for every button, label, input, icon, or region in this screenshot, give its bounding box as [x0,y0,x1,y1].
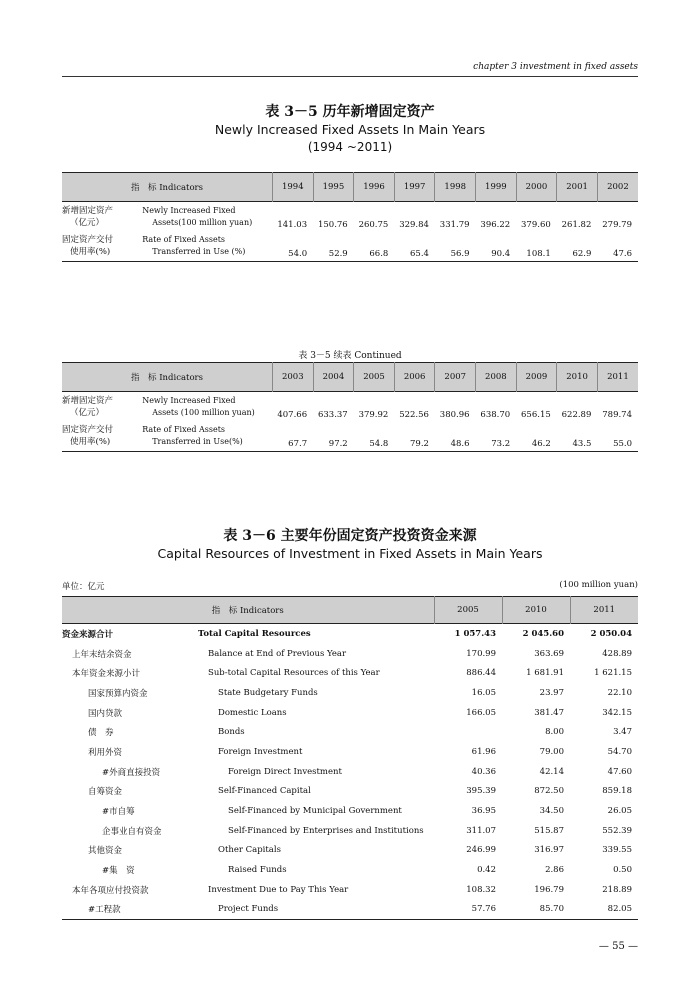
cell-value: 54.8 [354,422,395,452]
cell-value: 85.70 [502,900,570,920]
indicator-cn-line1: 新增固定资产 [62,395,114,406]
cell-value: 638.70 [480,409,511,420]
table-row [62,392,638,422]
indicator-cn-line2: 使用率(%) [70,247,111,258]
cell-value: 886.44 [466,668,496,679]
year-header: 1998 [435,173,476,202]
table35c-title: 表 3－5 续表 Continued [298,351,402,361]
cell-value: 1 057.43 [454,628,496,639]
header-rule [62,76,638,77]
year-header: 2002 [597,173,638,202]
indicator-cn-line1: 固定资产交付 [62,425,114,436]
indicator-cn-line2: 使用率(%) [70,437,111,448]
year-header: 1997 [394,173,435,202]
table35-title-en: Newly Increased Fixed Assets In Main Years [214,122,486,137]
cell-value: 329.84 [399,219,429,230]
cell-value: 56.9 [435,232,476,262]
cell-value: 311.07 [466,825,496,836]
page-number: — 55 — [598,941,638,952]
cell-value: 54.0 [273,232,314,262]
table-row [62,841,638,861]
year-header: 2010 [557,363,598,392]
indicator-en: Investment Due to Pay This Year [208,884,349,895]
indicator-en: Sub-total Capital Resources of this Year [208,668,380,679]
year-header: 2010 [502,597,570,624]
cell-value: 407.66 [277,409,308,420]
year-header: 2000 [516,173,557,202]
year-header: 2001 [557,173,598,202]
year-header: 2005 [354,363,395,392]
cell-value: 515.87 [534,825,564,836]
indicator-en-line2: Transferred in Use (%) [152,247,246,257]
cell-value: 23.97 [539,687,564,698]
indicator-cn-line2: （亿元） [70,407,105,418]
cell-value: 79.2 [394,422,435,452]
cell-value: 622.89 [561,409,592,420]
indicator-cn: 企事业自有资金 [102,826,162,837]
header-indicators: 指 标 Indicators [62,363,273,392]
table-row [62,663,638,683]
table-row [62,821,638,841]
cell-value: 859.18 [602,786,632,797]
indicator-en-line1: Newly Increased Fixed [142,205,236,215]
indicator-cn: 利用外资 [88,747,123,758]
cell-value: 48.6 [435,422,476,452]
cell-value: 1 621.15 [594,668,632,679]
indicator-cn: 国内贷款 [88,708,123,719]
indicator-cn-line2: （亿元） [70,217,105,228]
indicator-cn: 国家预算内资金 [88,688,148,699]
cell-value: 872.50 [534,786,564,797]
cell-value: 2 045.60 [522,628,564,639]
cell-value: 656.15 [521,409,551,420]
year-header: 1996 [354,173,395,202]
indicator-en-line2: Assets (100 million yuan) [152,407,255,417]
indicator-en-line2: Transferred in Use(%) [152,437,243,447]
table-row [62,232,638,262]
cell-value: 62.9 [557,232,598,262]
year-header: 2006 [394,363,435,392]
cell-value: 2 050.04 [590,628,632,639]
cell-value: 55.0 [597,422,638,452]
table-row [62,722,638,742]
header-indicators: 指 标 Indicators [62,597,434,624]
indicator-cn: 资金来源合计 [62,629,114,640]
indicator-en: Raised Funds [228,865,287,876]
table36-body [62,624,638,920]
indicator-cn [62,202,142,232]
indicator-en-line1: Rate of Fixed Assets [142,425,226,435]
cell-value: 260.75 [358,219,389,230]
indicator-cn-line1: 固定资产交付 [62,235,114,246]
cell-value: 395.39 [466,786,496,797]
indicator-cn: 本年资金来源小计 [72,669,141,680]
cell-value: 218.89 [602,884,632,895]
table35-continued [62,362,638,452]
unit-cn: 单位：亿元 [62,582,105,592]
cell-value: 170.99 [466,648,496,659]
cell-value: 380.96 [439,409,470,420]
cell-value: 90.4 [476,232,517,262]
cell-value: 52.9 [313,232,354,262]
indicator-cn: 其他资金 [88,846,123,857]
year-header: 2011 [597,363,638,392]
cell-value: 66.8 [354,232,395,262]
cell-value: 1 681.91 [526,668,564,679]
cell-value: 36.95 [471,806,496,817]
indicator-cn: 自筹资金 [88,787,123,798]
indicator-en [142,392,272,422]
indicator-cn [62,392,142,422]
cell-value: 46.2 [516,422,557,452]
cell-value: 43.5 [557,422,598,452]
table-row [62,900,638,920]
cell-value: 54.70 [607,746,632,757]
indicator-en: Project Funds [198,900,434,920]
table35 [62,172,638,262]
cell-value: 42.14 [539,766,564,777]
indicator-en [142,202,272,232]
cell-value: 26.05 [607,806,632,817]
year-header: 1999 [476,173,517,202]
cell-value: 2.86 [545,865,564,876]
header-indicators: 指 标 Indicators [62,173,273,202]
cell-value: 331.79 [439,219,470,230]
cell-value: 396.22 [480,219,511,230]
cell-value: 8.00 [545,727,564,738]
indicator-en [142,232,272,262]
cell-value: 97.2 [313,422,354,452]
cell-value: 108.1 [516,232,557,262]
indicator-en: Bonds [218,727,245,738]
indicator-cn-line1: 新增固定资产 [62,205,114,216]
cell-value: 0.50 [613,865,632,876]
cell-value: 552.39 [602,825,632,836]
year-header: 2004 [313,363,354,392]
cell-value: 196.79 [534,884,564,895]
indicator-en: State Budgetary Funds [218,687,318,698]
running-head: chapter 3 investment in fixed assets [473,62,638,72]
cell-value: 379.92 [358,409,389,420]
cell-value: 40.36 [471,766,496,777]
indicator-cn [62,422,142,452]
table-row [62,683,638,703]
year-header: 2008 [476,363,517,392]
table-row [62,644,638,664]
table-row [62,801,638,821]
cell-value: 16.05 [471,687,496,698]
cell-value: 381.47 [534,707,564,718]
cell-value: 34.50 [539,806,564,817]
cell-value: 633.37 [317,409,348,420]
indicator-cn [62,232,142,262]
table36-title-en: Capital Resources of Investment in Fixed Assets in Main Years [157,546,543,561]
indicator-en-line1: Rate of Fixed Assets [142,235,226,245]
cell-value: 61.96 [471,746,496,757]
cell-value: 363.69 [534,648,564,659]
indicator-en: Balance at End of Previous Year [208,648,347,659]
cell-value: 261.82 [561,219,592,230]
cell-value: 3.47 [613,727,632,738]
year-header: 1995 [313,173,354,202]
table-row [62,202,638,232]
cell-value: 789.74 [602,409,632,420]
indicator-cn: #外商直接投资 [102,767,161,778]
indicator-en [142,422,272,452]
indicator-cn: 本年各项应付投资款 [72,885,149,896]
indicator-en: Self-Financed Capital [218,786,311,797]
table-row [62,782,638,802]
table36-title-cn: 表 3－6 主要年份固定资产投资资金来源 [223,528,477,544]
table36 [62,596,638,920]
year-header: 2007 [435,363,476,392]
table35-years-range: (1994 ~2011) [307,140,393,154]
table-row [62,703,638,723]
table-row [62,860,638,880]
indicator-en: Foreign Investment [218,746,303,757]
cell-value: 57.76 [434,900,502,920]
cell-value: 150.76 [317,219,348,230]
cell-value: 342.15 [602,707,632,718]
indicator-cn: #市自筹 [102,807,135,818]
cell-value: 339.55 [602,845,632,856]
cell-value: 108.32 [466,884,496,895]
cell-value: 166.05 [466,707,496,718]
year-header: 2011 [570,597,638,624]
cell-value: 73.2 [476,422,517,452]
year-header: 2009 [516,363,557,392]
year-header: 2003 [273,363,314,392]
indicator-en-line2: Assets(100 million yuan) [152,217,253,227]
cell-value: 379.60 [521,219,551,230]
cell-value: 22.10 [607,687,632,698]
cell-value: 47.60 [607,766,632,777]
cell-value: 65.4 [394,232,435,262]
indicator-cn: 债 券 [88,728,114,739]
table-row [62,422,638,452]
table-row [62,880,638,900]
cell-value: 428.89 [602,648,632,659]
indicator-cn: #集 资 [102,866,135,877]
table35-title-cn: 表 3－5 历年新增固定资产 [265,104,435,120]
cell-value: 316.97 [534,845,564,856]
indicator-cn: 上年末结余资金 [72,649,132,660]
cell-value: 79.00 [539,746,564,757]
indicator-en: Foreign Direct Investment [228,766,342,777]
indicator-cn: #工程款 [62,900,198,920]
indicator-en: Self-Financed by Municipal Government [228,806,402,817]
cell-value: 522.56 [399,409,429,420]
unit-en: (100 million yuan) [559,580,638,590]
indicator-en: Total Capital Resources [198,628,311,639]
cell-value: 47.6 [597,232,638,262]
year-header: 2005 [434,597,502,624]
cell-value: 67.7 [273,422,314,452]
indicator-en-line1: Newly Increased Fixed [142,395,236,405]
cell-value: 141.03 [277,219,308,230]
table-row [62,742,638,762]
table-row [62,624,638,644]
table-row [62,762,638,782]
indicator-en: Self-Financed by Enterprises and Institutions [228,825,424,836]
indicator-en: Other Capitals [218,845,281,856]
cell-value: 279.79 [602,219,632,230]
cell-value [434,722,502,742]
cell-value: 0.42 [477,865,496,876]
cell-value: 82.05 [570,900,638,920]
cell-value: 246.99 [466,845,496,856]
year-header: 1994 [273,173,314,202]
indicator-en: Domestic Loans [218,707,287,718]
